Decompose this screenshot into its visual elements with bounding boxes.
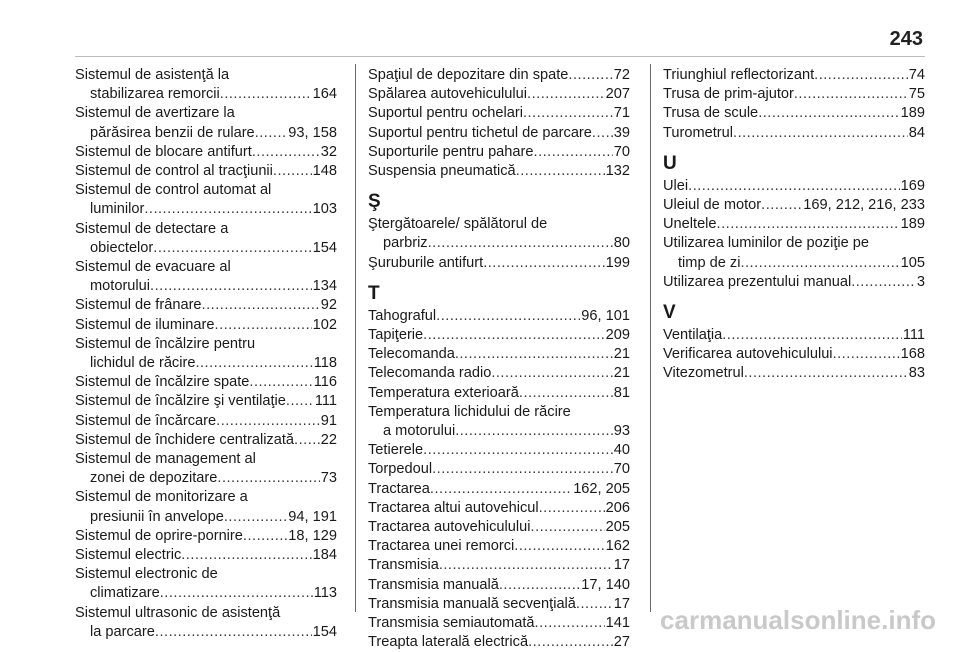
page-reference: 113 (313, 585, 337, 602)
index-entry (368, 215, 630, 253)
index-entry-text: Tahograful (368, 307, 437, 324)
index-entry-text: Turometrul (663, 124, 734, 141)
index-entry-text: Sistemul de monitorizare a (75, 489, 248, 506)
page-reference: 74 (908, 67, 925, 83)
index-entry-text: Verificarea autovehiculului (663, 346, 833, 363)
dot-leader (195, 354, 312, 373)
index-entry-text: Tractarea altui autovehicul (368, 499, 539, 516)
index-entry (663, 345, 925, 364)
index-entry (368, 124, 630, 143)
index-entry-text: Ulei (663, 177, 689, 194)
dot-leader (491, 364, 612, 383)
dot-leader (576, 595, 613, 614)
page-reference: 168 (900, 346, 925, 363)
index-entry-text: Ventilaţia (663, 327, 723, 344)
dot-leader (215, 316, 312, 335)
page-reference: 72 (613, 67, 630, 83)
page-reference: 189 (900, 105, 925, 122)
dot-leader (181, 546, 311, 565)
index-entry-text: Vitezometrul (663, 365, 744, 382)
index-entry (663, 273, 925, 292)
index-entry-text: presiunii în anvelope (90, 508, 224, 525)
page-reference: 154 (312, 623, 337, 640)
index-column-2 (368, 66, 630, 652)
page-reference: 206 (605, 499, 630, 516)
index-entry (368, 345, 630, 364)
header-rule (75, 56, 925, 57)
dot-leader (155, 623, 312, 642)
index-entry-text: Suporturile pentru pahare (368, 143, 534, 160)
page-reference: 18, 129 (288, 527, 337, 544)
index-entry-text: a motorului (383, 423, 456, 440)
page-reference: 111 (902, 327, 925, 344)
dot-leader (761, 196, 802, 215)
dot-leader (527, 85, 605, 104)
index-entry (663, 104, 925, 123)
dot-leader (519, 384, 613, 403)
index-entry-text: Sistemul de încălzire spate (75, 374, 250, 391)
index-entry (368, 556, 630, 575)
page-reference: 3 (916, 273, 925, 290)
index-entry (368, 460, 630, 479)
index-entry-text: Triunghiul reflectorizant (663, 67, 815, 83)
index-entry-text: Şuruburile antifurt (368, 254, 484, 271)
dot-leader (794, 85, 908, 104)
index-entry-text: Sistemul de avertizare la (75, 105, 235, 122)
index-entry-text: lichidul de răcire (90, 355, 196, 372)
index-column-3 (663, 66, 925, 384)
index-entry (663, 85, 925, 104)
index-entry-text: Sistemul de asistenţă la (75, 67, 230, 83)
index-entry (75, 162, 337, 181)
index-entry (75, 488, 337, 526)
dot-leader (514, 537, 604, 556)
index-entry (663, 364, 925, 383)
index-entry (368, 595, 630, 614)
index-entry-text: Telecomanda (368, 346, 455, 363)
index-entry-text: timp de zi (678, 254, 741, 271)
column-divider (650, 64, 651, 612)
page-reference: 205 (605, 519, 630, 536)
page-reference: 148 (312, 163, 337, 180)
page-reference: 162, 205 (573, 480, 630, 497)
index-entry (75, 104, 337, 142)
page-reference: 154 (312, 239, 337, 256)
index-entry (663, 66, 925, 85)
index-entry-text: Tapiţerie (368, 327, 424, 344)
dot-leader (523, 104, 613, 123)
index-entry-text: Tractarea (368, 480, 430, 497)
index-entry-text: Sistemul electric (75, 547, 182, 564)
index-entry (368, 384, 630, 403)
dot-leader (528, 633, 613, 652)
dot-leader (216, 412, 320, 431)
index-entry-text: parbriz (383, 235, 428, 252)
index-entry-text: Spălarea autovehiculului (368, 86, 528, 103)
page-reference: 40 (613, 442, 630, 459)
index-entry (368, 307, 630, 326)
index-entry (663, 326, 925, 345)
page-reference: 118 (313, 355, 337, 372)
dot-leader (814, 66, 908, 85)
page-reference: 96, 101 (581, 307, 630, 324)
index-letter-heading: U (663, 152, 677, 174)
index-column-1 (75, 66, 337, 642)
index-entry (368, 576, 630, 595)
dot-leader (255, 124, 288, 143)
dot-leader (833, 345, 900, 364)
page-reference: 105 (900, 254, 925, 271)
dot-leader (744, 364, 908, 383)
page-reference: 17 (613, 557, 630, 574)
index-entry-text: Spaţiul de depozitare din spate (368, 67, 569, 83)
watermark: carmanualsonline.info (660, 605, 936, 635)
index-entry (368, 66, 630, 85)
index-entry-text: Utilizarea luminilor de poziţie pe (663, 235, 870, 252)
index-entry (368, 537, 630, 556)
page-reference: 84 (908, 124, 925, 141)
index-entry (663, 196, 925, 215)
index-entry-text: Utilizarea prezentului manual (663, 273, 852, 290)
index-entry (368, 614, 630, 633)
index-entry (368, 162, 630, 181)
index-entry (663, 215, 925, 234)
page-reference: 164 (312, 86, 337, 103)
index-entry-text: Transmisia semiautomată (368, 615, 535, 632)
index-entry-text: Suspensia pneumatică (368, 163, 516, 180)
dot-leader (439, 556, 613, 575)
page-reference: 80 (613, 235, 630, 252)
dot-leader (436, 307, 580, 326)
dot-leader (592, 124, 613, 143)
index-entry-text: Uneltele (663, 216, 717, 233)
dot-leader (455, 345, 613, 364)
dot-leader (717, 215, 900, 234)
index-entry-text: Sistemul de frânare (75, 297, 202, 314)
page-reference: 209 (605, 327, 630, 344)
index-entry (75, 66, 337, 104)
index-entry-text: climatizare (90, 585, 160, 602)
index-entry (663, 124, 925, 143)
page-reference: 73 (320, 470, 337, 487)
dot-leader (243, 527, 287, 546)
page-reference: 94, 191 (288, 508, 337, 525)
index-entry (368, 441, 630, 460)
index-entry-text: luminilor (90, 201, 145, 218)
dot-leader (740, 254, 899, 273)
index-entry-text: Sistemul electronic de (75, 566, 218, 583)
page-reference: 189 (900, 216, 925, 233)
dot-leader (733, 124, 908, 143)
dot-leader (851, 273, 916, 292)
index-entry (75, 450, 337, 488)
dot-leader (286, 392, 314, 411)
dot-leader (224, 508, 287, 527)
index-entry-text: Trusa de prim-ajutor (663, 86, 794, 103)
dot-leader (153, 239, 311, 258)
index-entry (75, 258, 337, 296)
page-reference: 103 (312, 201, 337, 218)
page-reference: 21 (613, 365, 630, 382)
page-reference: 134 (312, 278, 337, 295)
page-reference: 70 (613, 143, 630, 160)
dot-leader (539, 499, 605, 518)
page-reference: 141 (605, 615, 630, 632)
dot-leader (428, 234, 613, 253)
dot-leader (144, 200, 311, 219)
page-reference: 184 (312, 547, 337, 564)
dot-leader (534, 143, 613, 162)
page-reference: 70 (613, 461, 630, 478)
index-entry (663, 177, 925, 196)
dot-leader (202, 296, 320, 315)
index-entry-text: Sistemul ultrasonic de asistenţă (75, 604, 281, 621)
index-entry-text: Transmisia (368, 557, 439, 574)
dot-leader (455, 422, 613, 441)
page-reference: 199 (605, 254, 630, 271)
index-entry (75, 373, 337, 392)
index-entry (368, 480, 630, 499)
column-divider (355, 64, 356, 612)
index-entry-text: obiectelor (90, 239, 154, 256)
page-reference: 111 (314, 393, 337, 410)
dot-leader (220, 85, 312, 104)
index-entry (75, 181, 337, 219)
page-reference: 93, 158 (288, 124, 337, 141)
index-entry-text: zonei de depozitare (90, 470, 218, 487)
index-entry (75, 431, 337, 450)
index-entry-text: Suportul pentru tichetul de parcare (368, 124, 592, 141)
index-entry-text: Tetierele (368, 442, 424, 459)
index-entry (75, 527, 337, 546)
index-letter-heading: T (368, 282, 380, 304)
index-entry-text: Sistemul de detectare a (75, 220, 229, 237)
page-reference: 116 (313, 374, 337, 391)
index-entry (368, 364, 630, 383)
index-entry-text: Temperatura exterioară (368, 384, 519, 401)
index-entry-text: Uleiul de motor (663, 197, 762, 214)
index-entry (663, 234, 925, 272)
dot-leader (535, 614, 605, 633)
page-reference: 83 (908, 365, 925, 382)
index-entry (368, 254, 630, 273)
dot-leader (516, 162, 605, 181)
index-entry-text: stabilizarea remorcii (90, 86, 220, 103)
index-entry (75, 565, 337, 603)
index-entry-text: Sistemul de oprire-pornire (75, 527, 243, 544)
dot-leader (568, 66, 612, 85)
index-entry (75, 335, 337, 373)
page-reference: 71 (613, 105, 630, 122)
page-reference: 17, 140 (581, 576, 630, 593)
dot-leader (758, 104, 899, 123)
index-entry (75, 296, 337, 315)
index-entry-text: motorului (90, 278, 151, 295)
page-reference: 32 (320, 143, 337, 160)
page-reference: 81 (613, 384, 630, 401)
index-entry-text: Transmisia manuală secvenţială (368, 595, 576, 612)
index-entry-text: Sistemul de iluminare (75, 316, 215, 333)
dot-leader (423, 326, 604, 345)
index-entry-text: Ştergătoarele/ spălătorul de (368, 216, 548, 233)
page-reference: 17 (613, 595, 630, 612)
index-entry (75, 412, 337, 431)
dot-leader (499, 576, 580, 595)
index-entry (368, 104, 630, 123)
index-entry-text: Sistemul de încărcare (75, 412, 217, 429)
page-reference: 91 (320, 412, 337, 429)
page-reference: 169, 212, 216, 233 (803, 197, 925, 214)
index-entry (75, 143, 337, 162)
dot-leader (273, 162, 312, 181)
index-entry (368, 499, 630, 518)
index-entry-text: Sistemul de evacuare al (75, 259, 231, 276)
page-reference: 27 (613, 634, 630, 651)
index-entry (368, 518, 630, 537)
index-entry-text: Sistemul de control al tracţiunii (75, 163, 273, 180)
dot-leader (432, 460, 613, 479)
page-reference: 93 (613, 423, 630, 440)
index-entry (75, 220, 337, 258)
dot-leader (430, 480, 572, 499)
index-entry-text: Sistemul de control automat al (75, 182, 272, 199)
index-entry (368, 403, 630, 441)
page-reference: 75 (908, 86, 925, 103)
index-entry (75, 546, 337, 565)
index-entry (75, 316, 337, 335)
index-entry-text: Sistemul de management al (75, 451, 256, 468)
page-reference: 162 (605, 538, 630, 555)
page-reference: 169 (900, 177, 925, 194)
dot-leader (294, 431, 320, 450)
index-letter-heading: Ş (368, 191, 381, 213)
index-entry-text: Trusa de scule (663, 105, 759, 122)
page-reference: 207 (605, 86, 630, 103)
dot-leader (483, 254, 604, 273)
dot-leader (150, 277, 312, 296)
index-entry-text: Tractarea autovehiculului (368, 519, 531, 536)
dot-leader (252, 143, 320, 162)
index-entry (75, 392, 337, 411)
dot-leader (722, 326, 902, 345)
index-entry-text: Treapta laterală electrică (368, 634, 529, 651)
page-reference: 92 (320, 297, 337, 314)
dot-leader (217, 469, 319, 488)
page-reference: 102 (312, 316, 337, 333)
index-entry-text: la parcare (90, 623, 155, 640)
index-entry (368, 85, 630, 104)
index-entry-text: Suportul pentru ochelari (368, 105, 523, 122)
page-reference: 21 (613, 346, 630, 363)
index-entry-text: Sistemul de blocare antifurt (75, 143, 252, 160)
index-entry-text: Sistemul de încălzire şi ventilaţie (75, 393, 286, 410)
index-entry-text: părăsirea benzii de rulare (90, 124, 255, 141)
index-entry-text: Transmisia manuală (368, 576, 499, 593)
dot-leader (423, 441, 613, 460)
index-entry-text: Sistemul de încălzire pentru (75, 335, 256, 352)
page-reference: 132 (605, 163, 630, 180)
dot-leader (249, 373, 312, 392)
dot-leader (531, 518, 605, 537)
index-entry (368, 143, 630, 162)
index-entry-text: Sistemul de închidere centralizată (75, 431, 295, 448)
dot-leader (160, 584, 313, 603)
index-entry-text: Telecomanda radio (368, 365, 492, 382)
index-entry-text: Temperatura lichidului de răcire (368, 403, 571, 420)
index-letter-heading: V (663, 302, 676, 324)
dot-leader (688, 177, 900, 196)
page-number: 243 (889, 28, 923, 50)
index-entry (368, 633, 630, 652)
page-reference: 22 (320, 431, 337, 448)
index-entry (75, 604, 337, 642)
index-entry (368, 326, 630, 345)
index-entry-text: Tractarea unei remorci (368, 538, 515, 555)
page-reference: 39 (613, 124, 630, 141)
index-entry-text: Torpedoul (368, 461, 433, 478)
